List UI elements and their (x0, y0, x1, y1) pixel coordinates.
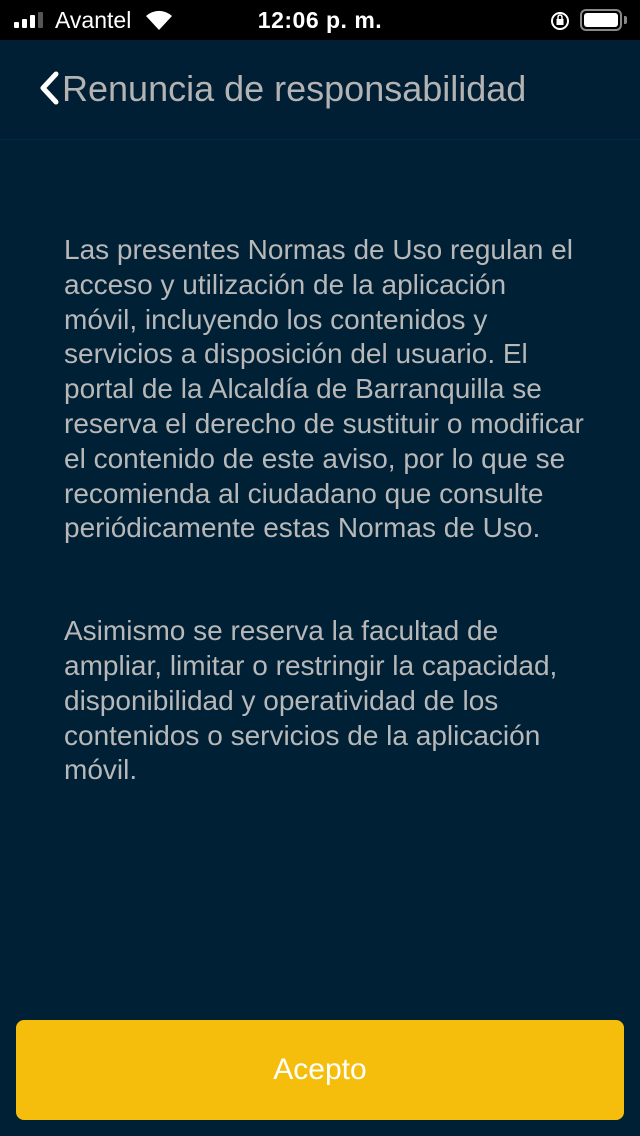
accept-button[interactable]: Acepto (16, 1020, 624, 1120)
rotation-lock-icon (549, 10, 571, 32)
back-chevron-icon[interactable] (38, 70, 60, 106)
paragraph: Las presentes Normas de Uso regulan el acceso y utilización de la aplicación móvil, incluyendo los contenidos y servicios a disposición del usuario. El portal de la Alcaldía de Barranquilla se reserva el derecho de sustituir o modificar el contenido de este aviso, por lo que se recomienda al ciudadano que consulte periódicamente estas Normas de Uso. (64, 234, 584, 544)
nav-header (0, 40, 640, 140)
disclaimer-text (64, 233, 584, 788)
page-title: Renuncia de responsabilidad (62, 68, 527, 109)
paragraph: Asimismo se reserva la facultad de ampliar, limitar o restringir la capacidad, disponibilidad y operatividad de los contenidos o servicios de la aplicación móvil. (64, 615, 558, 786)
carrier-name: Avantel (55, 7, 132, 33)
status-bar (0, 0, 640, 40)
status-time: 12:06 p. m. (257, 7, 383, 33)
battery-icon (580, 9, 622, 31)
battery-nub (624, 16, 627, 24)
